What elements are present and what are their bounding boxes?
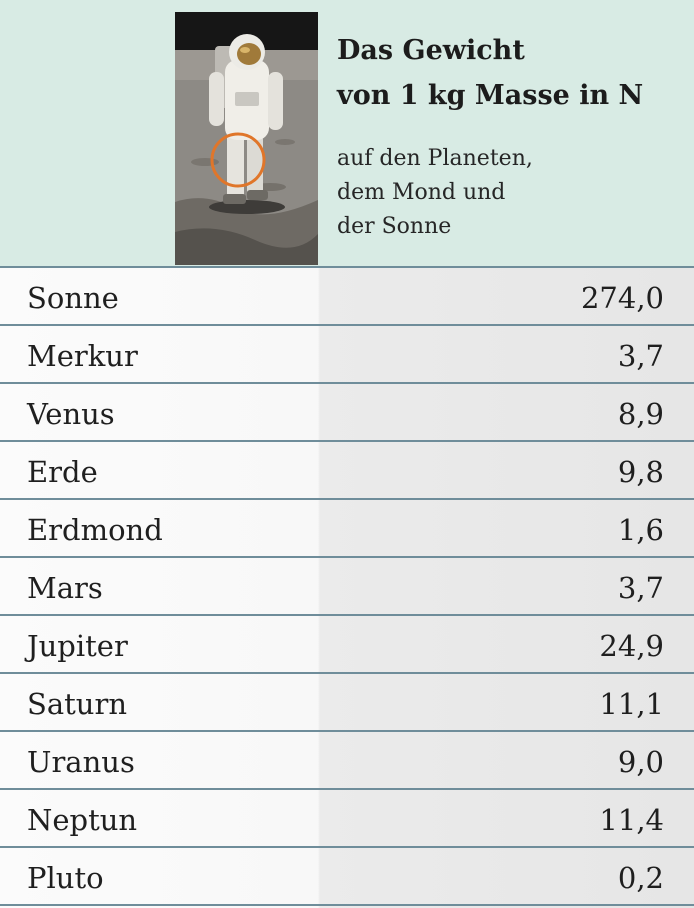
row-value: 0,2 [617, 861, 664, 895]
row-name: Jupiter [27, 629, 128, 663]
row-name: Erde [27, 455, 98, 489]
table-row [0, 268, 694, 326]
row-name: Saturn [27, 687, 128, 721]
row-name: Mars [27, 571, 103, 605]
table-row [0, 732, 694, 790]
row-name: Merkur [27, 339, 138, 373]
subtitle-line-3: der Sonne [337, 214, 452, 239]
row-value: 3,7 [617, 339, 664, 373]
row-name: Uranus [27, 745, 135, 779]
astronaut-on-moon-icon [175, 12, 318, 265]
row-value: 11,4 [599, 803, 664, 837]
weight-table [0, 268, 694, 908]
row-value: 9,8 [617, 455, 664, 489]
table-row [0, 326, 694, 384]
table-row [0, 558, 694, 616]
table-row [0, 616, 694, 674]
table-row [0, 442, 694, 500]
title-line-1: Das Gewicht [337, 35, 525, 66]
row-name: Neptun [27, 803, 138, 837]
table-row [0, 848, 694, 906]
page-title [337, 28, 687, 118]
row-value: 1,6 [617, 513, 664, 547]
table-row [0, 790, 694, 848]
subtitle-line-1: auf den Planeten, [337, 146, 533, 171]
row-value: 24,9 [599, 629, 664, 663]
astronaut-photo [175, 12, 318, 265]
page-subtitle [337, 142, 677, 244]
table-row [0, 384, 694, 442]
row-name: Erdmond [27, 513, 163, 547]
row-value: 3,7 [617, 571, 664, 605]
row-value: 274,0 [580, 281, 664, 315]
subtitle-line-2: dem Mond und [337, 180, 506, 205]
row-name: Pluto [27, 861, 104, 895]
row-name: Sonne [27, 281, 119, 315]
table-header [0, 0, 694, 268]
row-value: 9,0 [617, 745, 664, 779]
row-name: Venus [27, 397, 115, 431]
table-row [0, 674, 694, 732]
row-value: 11,1 [599, 687, 664, 721]
table-row [0, 500, 694, 558]
title-line-2: von 1 kg Masse in N [337, 80, 644, 111]
row-value: 8,9 [617, 397, 664, 431]
